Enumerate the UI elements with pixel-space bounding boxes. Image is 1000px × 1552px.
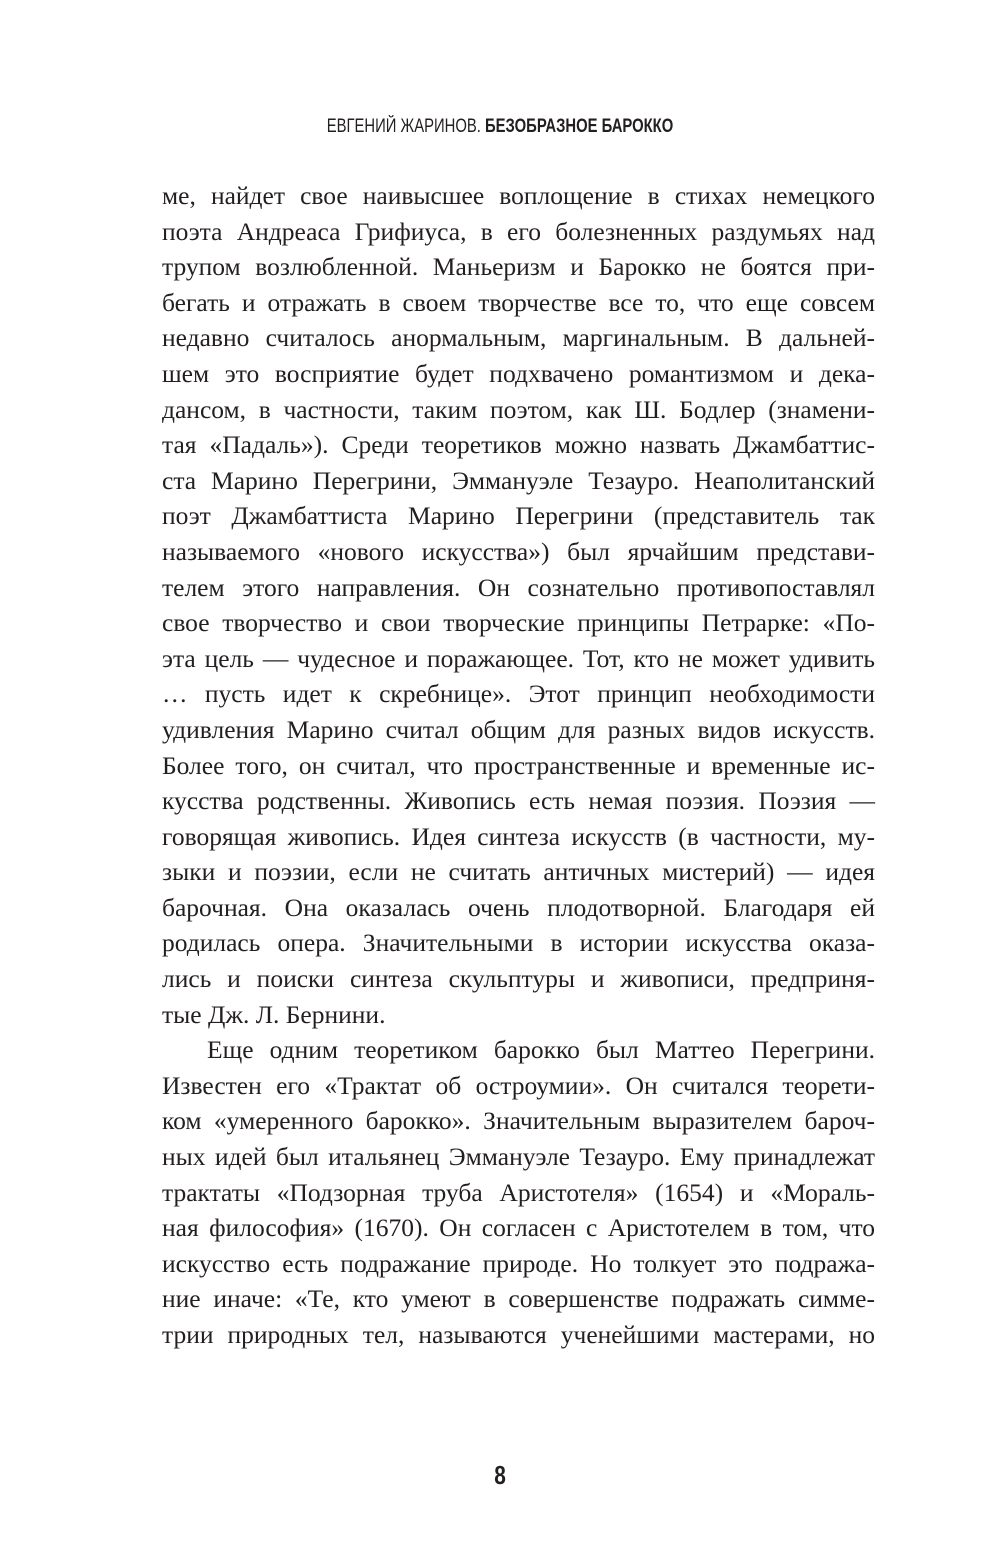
text-line: Более того, он считал, что пространственные и временные ис- — [162, 750, 875, 780]
text-line: бегать и отражать в своем творчестве все то, что еще совсем — [162, 287, 875, 317]
text-line: лись и поиски синтеза скульптуры и живописи, предприня- — [162, 964, 875, 994]
text-line: искусство есть подражание природе. Но толкует это подража- — [162, 1248, 875, 1278]
text-line: дансом, в частности, таким поэтом, как Ш. Бодлер (знамени- — [162, 394, 875, 424]
text-line: телем этого направления. Он сознательно противопоставлял — [162, 572, 875, 602]
text-line: трии природных тел, называются ученейшими мастерами, но — [162, 1320, 875, 1349]
running-header — [110, 116, 890, 138]
text-line: говорящая живопись. Идея синтеза искусств (в частности, му- — [162, 821, 875, 851]
text-line: ние иначе: «Те, кто умеют в совершенстве подражать симме- — [162, 1284, 875, 1314]
text-line: трактаты «Подзорная труба Аристотеля» (1654) и «Мораль- — [162, 1177, 875, 1207]
body-text — [162, 178, 875, 1353]
text-line: барочная. Она оказалась очень плодотворной. Благодаря ей — [162, 892, 875, 922]
text-line: кусства родственны. Живопись есть немая поэзия. Поэзия — — [162, 786, 875, 816]
text-line: Еще одним теоретиком барокко был Маттео Перегрини. — [207, 1035, 875, 1065]
text-line: тая «Падаль»). Среди теоретиков можно назвать Джамбаттис- — [162, 430, 875, 460]
text-line: поэта Андреаса Грифиуса, в его болезненных раздумьях над — [162, 216, 875, 246]
text-line: трупом возлюбленной. Маньеризм и Барокко не боятся при- — [162, 252, 875, 282]
header-author: ЕВГЕНИЙ ЖАРИНОВ. — [326, 116, 481, 137]
text-line: недавно считалось анормальным, маргинальным. В дальней- — [162, 323, 875, 353]
page-number: 8 — [494, 1460, 506, 1490]
text-line: зыки и поэзии, если не считать античных мистерий) — идея — [162, 857, 875, 887]
text-line: свое творчество и свои творческие принципы Петрарке: «По- — [162, 608, 875, 638]
text-line: ме, найдет свое наивысшее воплощение в стихах немецкого — [162, 181, 875, 210]
text-line: удивления Марино считал общим для разных видов искусств. — [162, 714, 875, 744]
text-line: Известен его «Трактат об остроумии». Он считался теорети- — [162, 1070, 875, 1100]
text-line: эта цель — чудесное и поражающее. Тот, кто не может удивить — [162, 643, 875, 673]
text-line: ная философия» (1670). Он согласен с Аристотелем в том, что — [162, 1213, 875, 1243]
text-line: ста Марино Перегрини, Эммануэле Тезауро. Неаполитанский — [162, 465, 875, 495]
text-line: ных идей был итальянец Эммануэле Тезауро. Ему принадлежат — [162, 1142, 875, 1172]
text-line: родилась опера. Значительными в истории искусства оказа- — [162, 928, 875, 958]
header-title: БЕЗОБРАЗНОЕ БАРОККО — [485, 116, 674, 137]
text-line: называемого «нового искусства») был ярчайшим представи- — [162, 536, 875, 566]
text-line: ком «умеренного барокко». Значительным выразителем бароч- — [162, 1106, 875, 1136]
text-line: шем это восприятие будет подхвачено романтизмом и дека- — [162, 358, 875, 388]
text-line: тые Дж. Л. Бернини. — [162, 999, 386, 1029]
text-line: … пусть идет к скребнице». Этот принцип необходимости — [162, 679, 875, 709]
text-line: поэт Джамбаттиста Марино Перегрини (представитель так — [162, 501, 875, 531]
